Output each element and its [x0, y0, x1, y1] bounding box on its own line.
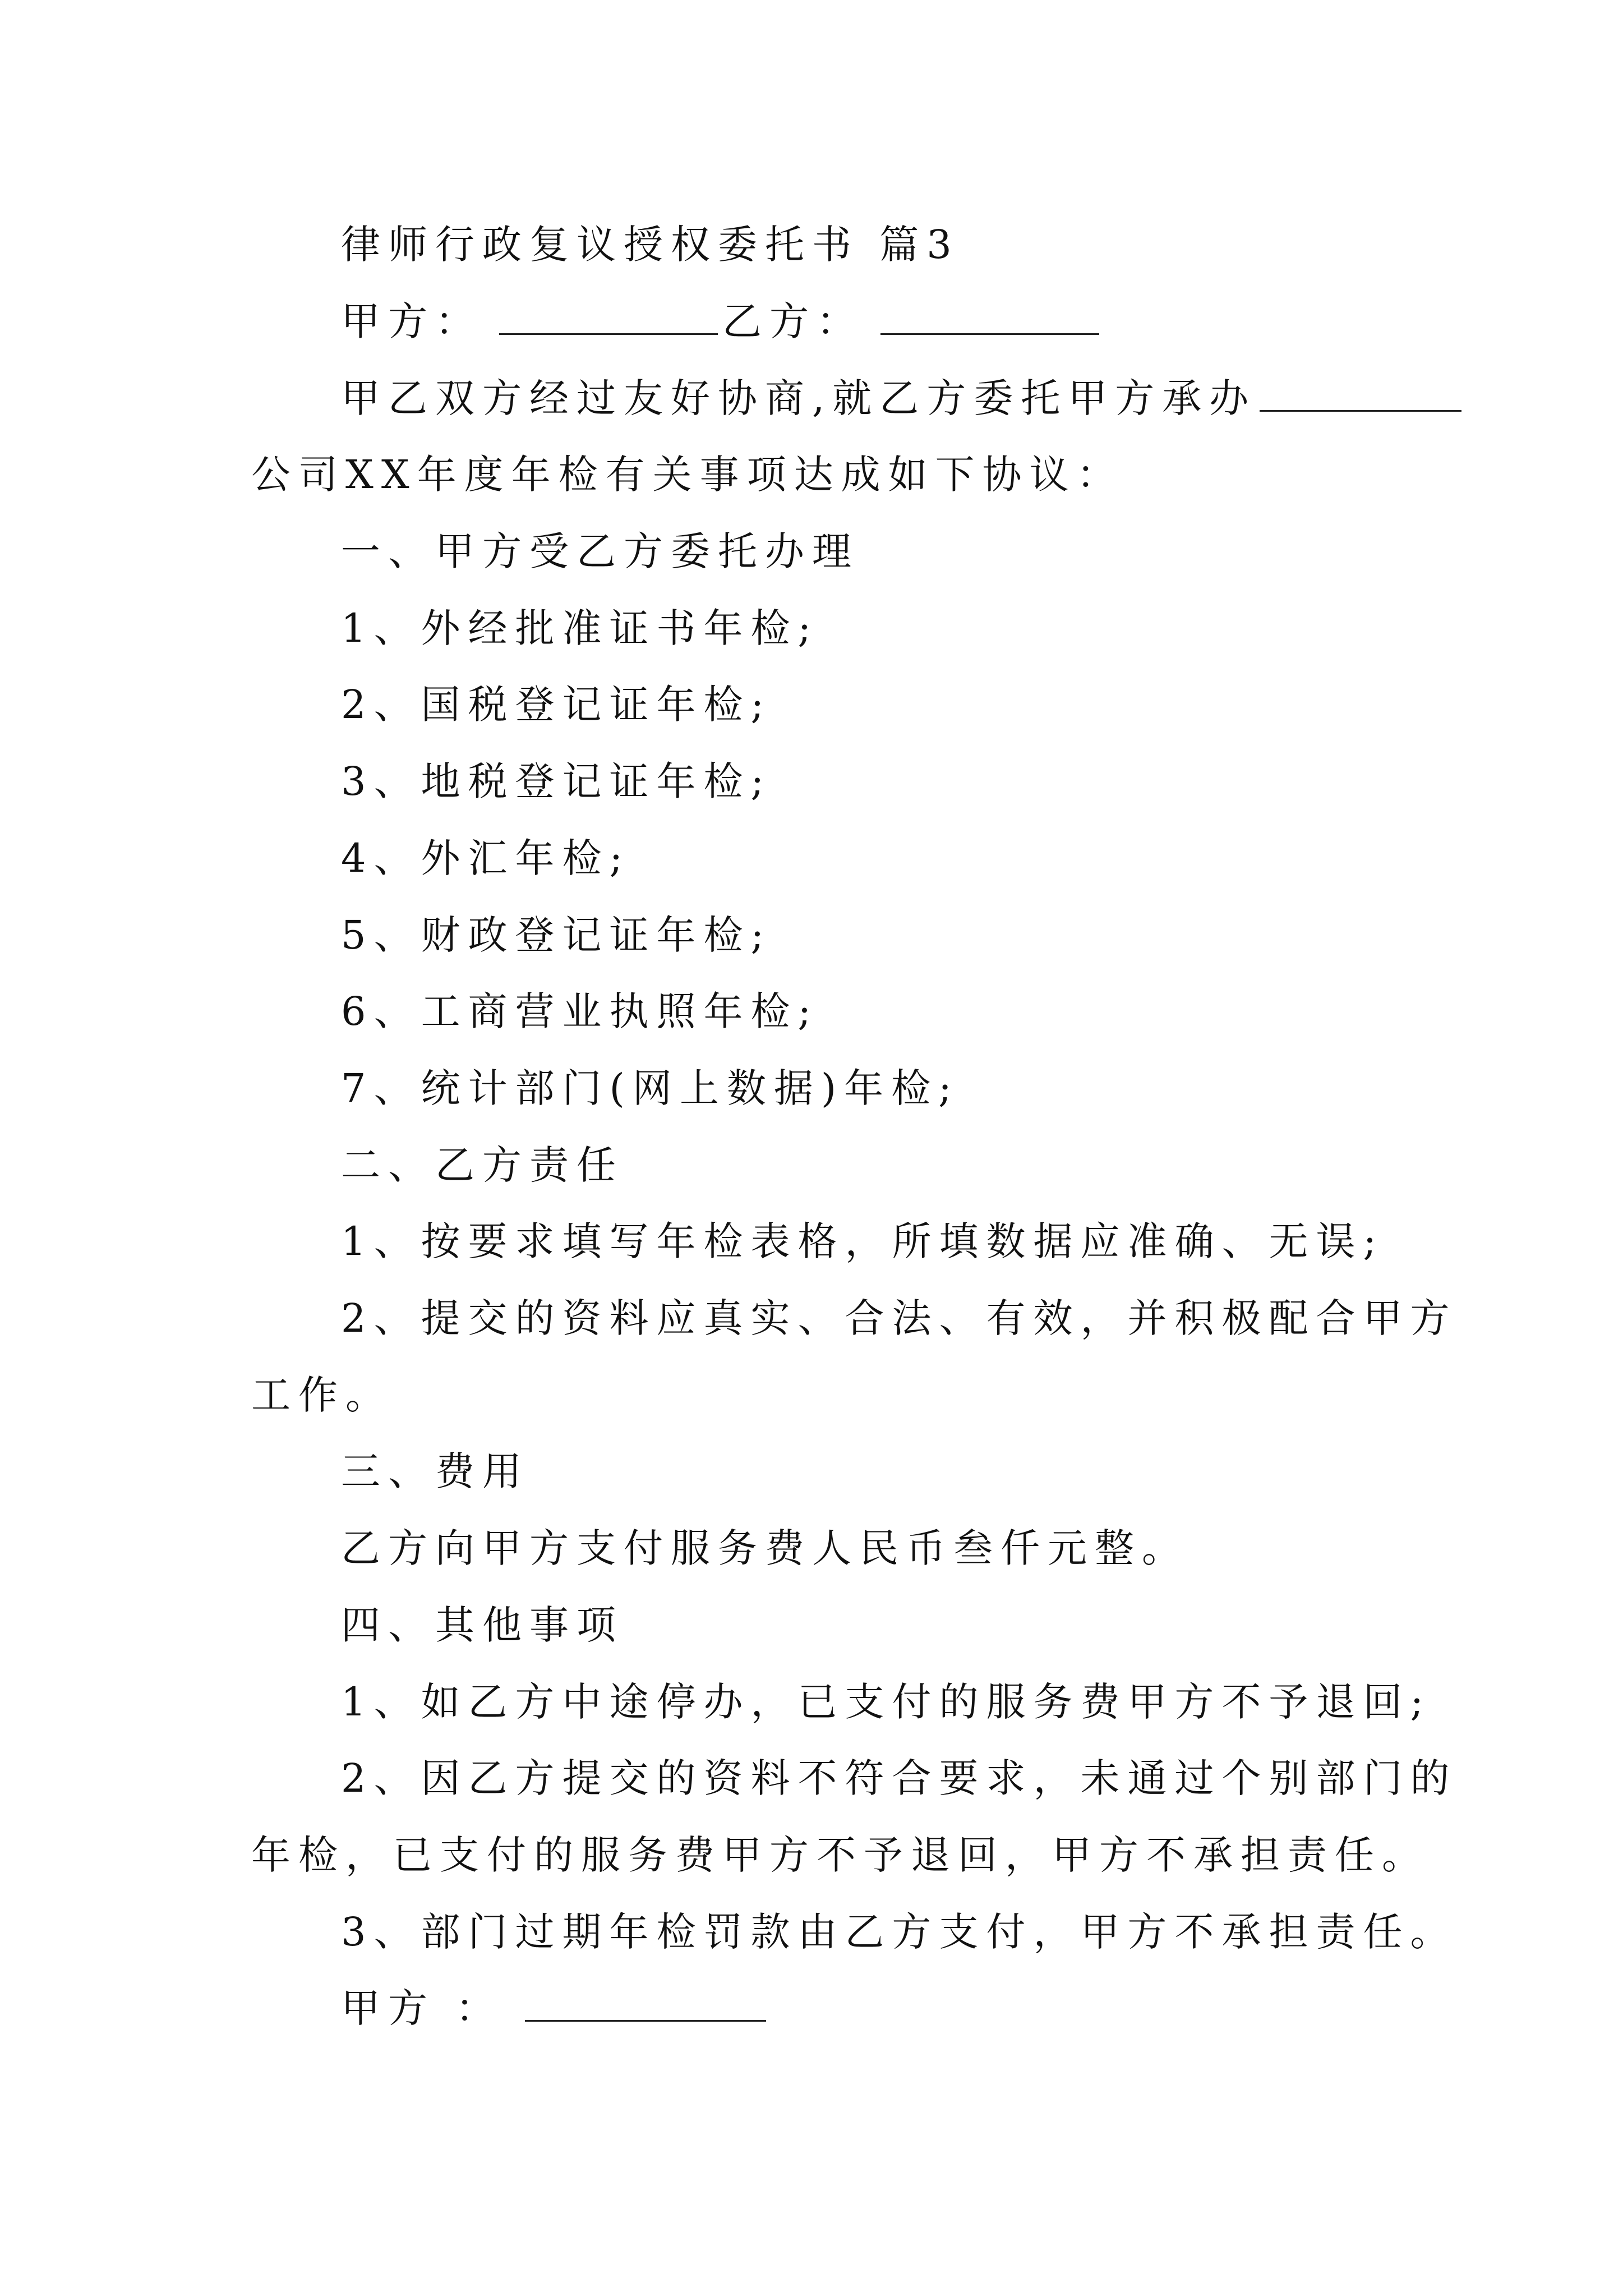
section-1-heading — [0, 524, 1623, 578]
list-item-text: 3、部门过期年检罚款由乙方支付，甲方不承担责任。 — [341, 1909, 1458, 1955]
party-a-label: 甲方： — [341, 298, 482, 344]
list-item — [0, 678, 1623, 731]
signature-blank — [525, 1984, 766, 2022]
list-item — [0, 1291, 1623, 1345]
intro-line-2 — [0, 448, 1623, 501]
intro-text-1: 甲乙双方经过友好协商,就乙方委托甲方承办 — [341, 375, 1257, 421]
intro-line-1 — [0, 371, 1623, 425]
list-item-text: 3、地税登记证年检; — [341, 758, 772, 804]
section-3-text — [0, 1521, 1623, 1575]
list-item-text: 7、统计部门(网上数据)年检; — [341, 1065, 960, 1111]
signature-line — [0, 1981, 1623, 2035]
list-item — [0, 1061, 1623, 1115]
list-item — [0, 1751, 1623, 1805]
paragraph-text: 乙方向甲方支付服务费人民币叁仟元整。 — [341, 1525, 1189, 1571]
signature-party-a-label: 甲方 ： — [341, 1985, 503, 2031]
document-title-text: 律师行政复议授权委托书 篇3 — [341, 222, 960, 268]
list-item — [0, 984, 1623, 1038]
section-1-heading-text: 一、甲方受乙方委托办理 — [341, 528, 859, 574]
list-item — [0, 908, 1623, 962]
party-b-label: 乙方： — [722, 298, 864, 344]
intro-text-2: 公司XX年度年检有关事项达成如下协议： — [251, 452, 1124, 498]
party-a-blank — [499, 297, 718, 335]
list-item-text: 年检，已支付的服务费甲方不予退回，甲方不承担责任。 — [251, 1832, 1429, 1878]
list-item — [0, 1905, 1623, 1959]
list-item-text: 2、因乙方提交的资料不符合要求，未通过个别部门的 — [341, 1755, 1458, 1801]
list-item-text: 工作。 — [251, 1372, 393, 1418]
list-item — [0, 1214, 1623, 1268]
list-item-text: 5、财政登记证年检; — [341, 912, 772, 958]
list-item — [0, 601, 1623, 655]
list-item-text: 6、工商营业执照年检; — [341, 988, 819, 1034]
list-item-text: 1、按要求填写年检表格，所填数据应准确、无误; — [341, 1218, 1385, 1264]
list-item-continuation — [0, 1828, 1623, 1882]
list-item-text: 2、国税登记证年检; — [341, 682, 772, 728]
list-item-text: 1、如乙方中途停办，已支付的服务费甲方不予退回; — [341, 1679, 1432, 1725]
list-item — [0, 1675, 1623, 1729]
section-4-heading — [0, 1598, 1623, 1652]
section-2-heading — [0, 1138, 1623, 1192]
list-item-text: 1、外经批准证书年检; — [341, 605, 819, 651]
section-2-heading-text: 二、乙方责任 — [341, 1142, 624, 1188]
list-item — [0, 831, 1623, 885]
party-b-blank — [880, 297, 1099, 335]
list-item-text: 2、提交的资料应真实、合法、有效，并积极配合甲方 — [341, 1295, 1458, 1341]
document-title — [0, 218, 1623, 272]
company-blank — [1260, 374, 1461, 412]
list-item-text: 4、外汇年检; — [341, 835, 631, 881]
list-item — [0, 754, 1623, 808]
section-3-heading-text: 三、费用 — [341, 1448, 529, 1494]
section-3-heading — [0, 1444, 1623, 1498]
section-4-heading-text: 四、其他事项 — [341, 1602, 624, 1648]
list-item-continuation — [0, 1368, 1623, 1422]
parties-line — [0, 295, 1623, 348]
